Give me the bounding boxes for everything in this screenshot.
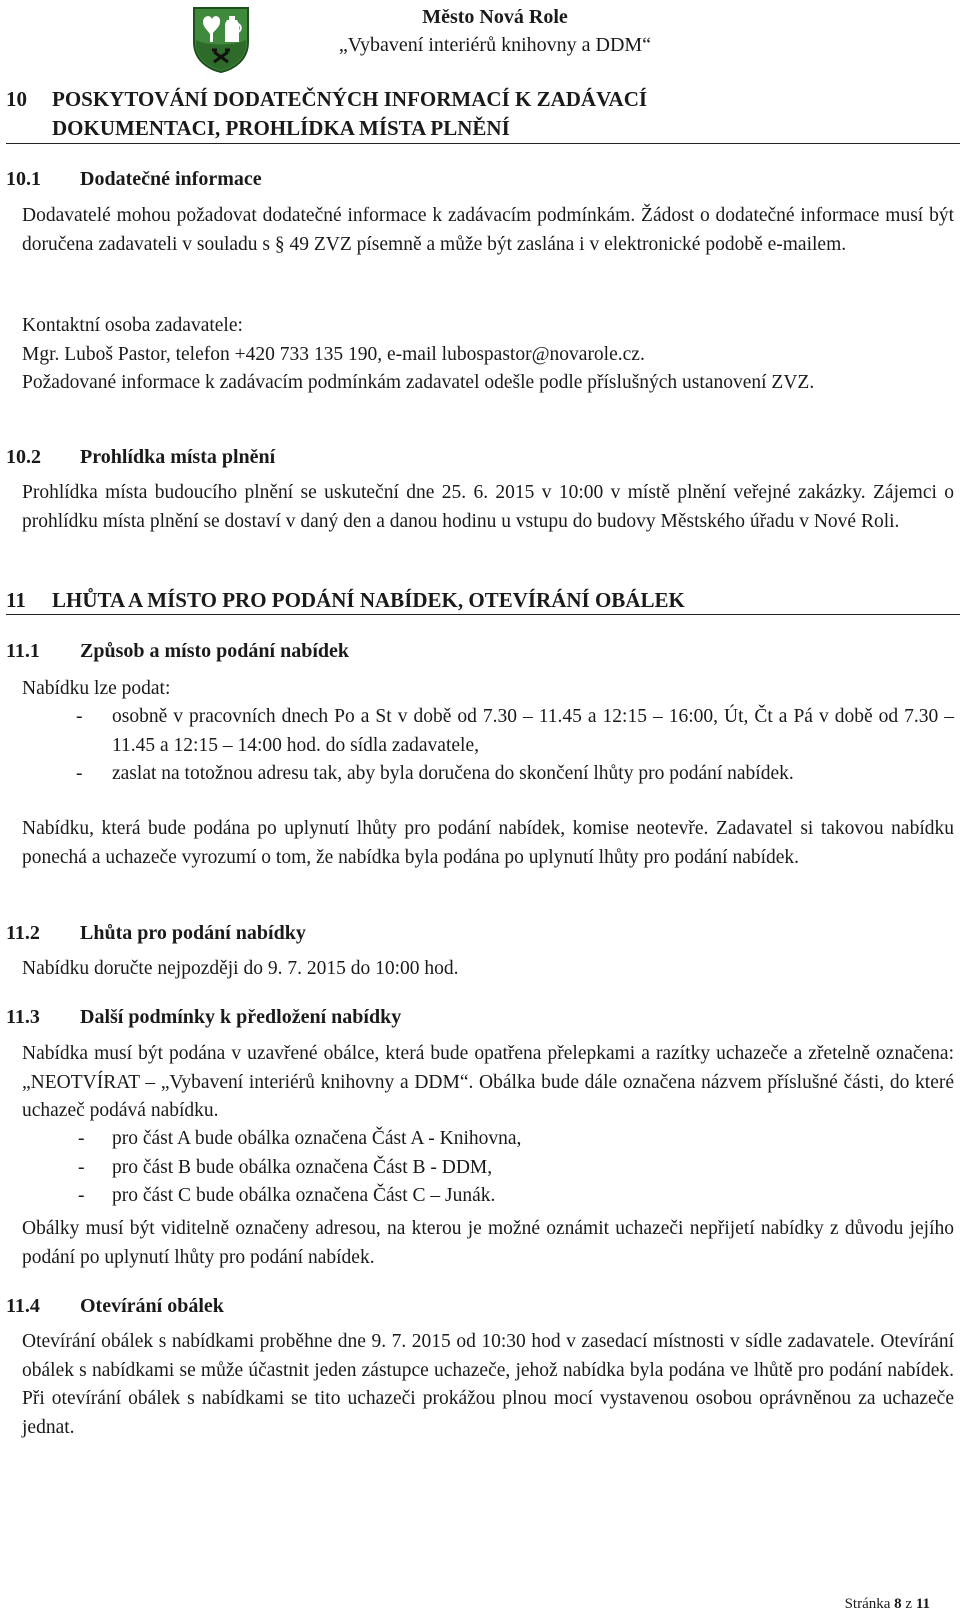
submission-methods-list — [78, 703, 954, 789]
section-11-4-number: 11.4 — [6, 1295, 40, 1317]
footer-of: z — [905, 1596, 913, 1612]
section-10-2-body — [22, 479, 954, 536]
section-10-1-body — [22, 202, 954, 259]
section-11-1-body — [22, 815, 954, 872]
section-11-4-heading — [6, 1295, 946, 1323]
paragraph: Nabídku doručte nejpozději do 9. 7. 2015 do 10:00 hod. — [22, 958, 459, 979]
paragraph: Dodavatelé mohou požadovat dodatečné informace k zadávacím podmínkám. Žádost o dodatečné informace musí být doručena zadavateli v souladu s § 49 ZVZ písemně a může být zaslána i v elektronické podobě e-mailem. — [22, 205, 954, 255]
page-footer — [845, 1596, 930, 1613]
paragraph: Nabídku lze podat: — [22, 678, 171, 699]
list-item: - pro část A bude obálka označena Část A - Knihovna, — [78, 1125, 954, 1154]
section-11-2-title: Lhůta pro podání nabídky — [80, 922, 306, 944]
section-10-number: 10 — [6, 87, 27, 111]
section-11-4-body — [22, 1328, 954, 1442]
section-10-title-line2: DOKUMENTACI, PROHLÍDKA MÍSTA PLNĚNÍ — [52, 116, 510, 140]
footer-page-number: 8 — [894, 1596, 902, 1612]
paragraph: Prohlídka místa budoucího plnění se uskuteční dne 25. 6. 2015 v 10:00 v místě plnění veřejné zakázky. Zájemci o prohlídku místa plnění se dostaví v daný den a danou hodinu u vstupu do budovy Městského úřadu v Nové Roli. — [22, 482, 954, 532]
list-dash: - — [78, 1185, 85, 1206]
section-11-1-title: Způsob a místo podání nabídek — [80, 640, 350, 662]
section-10-1-title: Dodatečné informace — [80, 168, 262, 190]
list-item: - pro část C bude obálka označena Část C – Junák. — [78, 1182, 954, 1211]
section-10-2-number: 10.2 — [6, 446, 41, 468]
paragraph: Nabídka musí být podána v uzavřené obálce, která bude opatřena přelepkami a razítky uchazeče a zřetelně označena: „NEOTVÍRAT – „Vybavení interiérů knihovny a DDM“. Obálka bude dále označena názvem příslušné části, do které uchazeč podává nabídku. — [22, 1043, 954, 1121]
section-11-rule — [6, 614, 960, 615]
section-11-3-body — [22, 1040, 954, 1126]
contact-label: Kontaktní osoba zadavatele: — [22, 315, 243, 336]
section-10-1-number: 10.1 — [6, 168, 41, 190]
section-11-3-body-2 — [22, 1215, 954, 1272]
paragraph: Otevírání obálek s nabídkami proběhne dne 9. 7. 2015 od 10:30 hod v zasedací místnosti v sídle zadavatele. Otevírání obálek s nabídkami se může účastnit jeden zástupce uchazeče, jehož nabídka byla podána ve lhůtě pro podání nabídek. Při otevírání obálek s nabídkami se tito uchazeči prokážou plnou mocí vystavenou osobou oprávněnou za uchazeče jednat. — [22, 1331, 954, 1438]
section-11-1-number: 11.1 — [6, 640, 40, 662]
footer-label: Stránka — [844, 1596, 891, 1612]
section-11-4-title: Otevírání obálek — [80, 1295, 224, 1317]
section-11-heading — [6, 585, 956, 615]
paragraph: Nabídku, která bude podána po uplynutí lhůty pro podání nabídek, komise neotevře. Zadavatel si takovou nabídku ponechá a uchazeče vyrozumí o tom, že nabídka byla podána po uplynutí lhůty pro podání nabídek. — [22, 818, 954, 868]
list-dash: - — [78, 1156, 85, 1178]
header-title: Město Nová Role — [422, 6, 568, 28]
section-11-2-heading — [6, 922, 946, 950]
section-11-title: LHŮTA A MÍSTO PRO PODÁNÍ NABÍDEK, OTEVÍRÁNÍ OBÁLEK — [52, 588, 685, 612]
section-11-3-title: Další podmínky k předložení nabídky — [80, 1006, 402, 1028]
list-item: - pro část B bude obálka označena Část B - DDM, — [78, 1154, 954, 1183]
header-subtitle: „Vybavení interiérů knihovny a DDM“ — [338, 34, 652, 56]
list-dash: - — [78, 1128, 85, 1149]
paragraph: Požadované informace k zadávacím podmínkám zadavatel odešle podle příslušných ustanovení ZVZ. — [22, 372, 815, 393]
section-11-2-number: 11.2 — [6, 922, 40, 944]
list-item: - osobně v pracovních dnech Po a St v době od 7.30 – 11.45 a 12:15 – 16:00, Út, Čt a Pá v době od 7.30 – 11.45 a 12:15 – 14:00 hod. do sídla zadavatele, — [78, 703, 954, 760]
list-dash: - — [76, 763, 83, 784]
section-10-2-heading — [6, 446, 946, 474]
section-10-2-title: Prohlídka místa plnění — [80, 446, 276, 468]
section-11-1-intro — [22, 675, 954, 704]
paragraph: Obálky musí být viditelně označeny adresou, na kterou je možné oznámit uchazeči nepřijetí nabídky z důvodu jejího podání po uplynutí lhůty pro podání nabídek. — [22, 1218, 954, 1268]
town-crest-icon — [192, 6, 250, 74]
page-header — [0, 0, 960, 75]
section-11-3-heading — [6, 1006, 946, 1034]
list-dash: - — [76, 706, 83, 727]
section-11-3-number: 11.3 — [6, 1006, 40, 1028]
footer-page-total: 11 — [915, 1596, 930, 1612]
section-11-number: 11 — [6, 588, 26, 612]
contact-line: Mgr. Luboš Pastor, telefon +420 733 135 190, e-mail lubospastor@novarole.cz. — [22, 343, 645, 365]
section-11-2-body — [22, 955, 954, 984]
section-10-title-line1: POSKYTOVÁNÍ DODATEČNÝCH INFORMACÍ K ZADÁVACÍ — [52, 87, 648, 111]
section-10-rule — [6, 143, 960, 144]
list-item: - zaslat na totožnou adresu tak, aby byla doručena do skončení lhůty pro podání nabídek. — [78, 760, 954, 789]
section-10-1-heading — [6, 168, 946, 196]
section-11-1-heading — [6, 640, 946, 668]
envelope-parts-list — [78, 1125, 954, 1211]
section-10-heading — [6, 84, 956, 144]
contact-block — [22, 312, 954, 398]
